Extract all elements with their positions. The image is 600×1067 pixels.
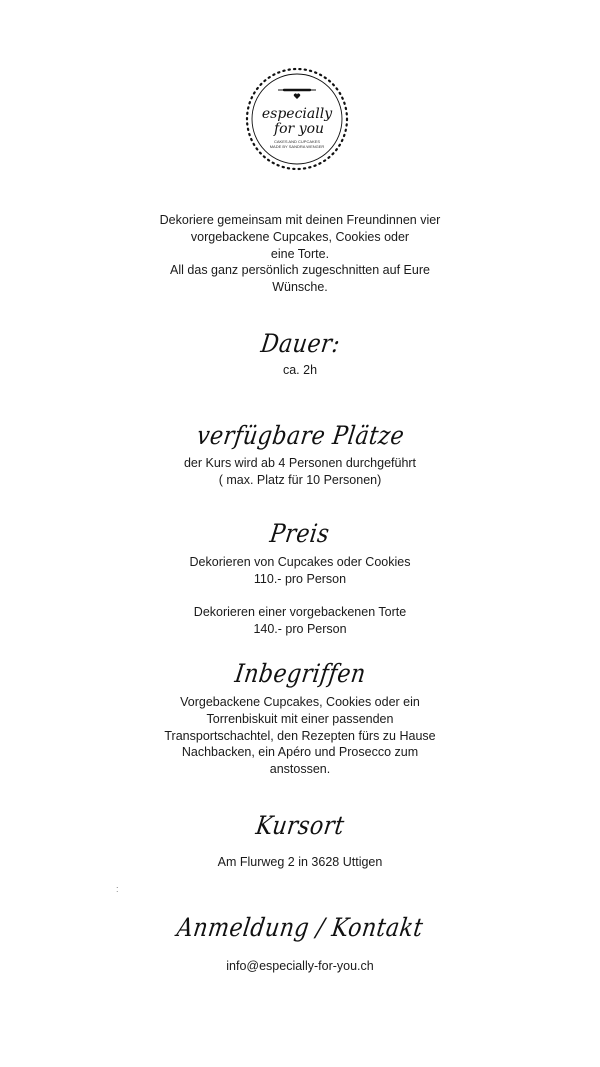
duration-value: ca. 2h — [282, 363, 318, 377]
brand-logo — [244, 66, 350, 172]
logo-wordmark-2: for you — [273, 121, 325, 137]
section-dauer-heading-wrap — [0, 332, 600, 358]
section-preis-body-2 — [0, 604, 600, 638]
price-line: 140.- pro Person — [253, 621, 347, 636]
section-kontakt-body — [0, 958, 600, 975]
inbegriffen-line: Transportschachtel, den Rezepten fürs zu Hause — [164, 728, 436, 743]
logo-tagline-2: MADE BY SANDRA WENGER — [269, 144, 325, 149]
section-preis-heading: Preis — [268, 520, 332, 549]
intro-text — [0, 212, 600, 296]
section-plaetze-heading-wrap — [0, 424, 600, 450]
section-kursort-heading: Kursort — [254, 812, 347, 841]
address: Am Flurweg 2 in 3628 Uttigen — [217, 855, 383, 869]
intro-line: Dekoriere gemeinsam mit deinen Freundinnen vier — [159, 213, 441, 227]
inbegriffen-line: Torrenbiskuit mit einer passenden — [206, 711, 394, 726]
intro-line: Wünsche. — [272, 280, 328, 295]
intro-line: eine Torte. — [270, 246, 330, 261]
section-dauer-body — [0, 362, 600, 379]
price-line: 110.- pro Person — [253, 571, 347, 586]
section-plaetze-heading: verfügbare Plätze — [194, 422, 406, 451]
logo-wordmark-1: especially — [261, 106, 333, 122]
inbegriffen-line: anstossen. — [269, 762, 331, 777]
section-dauer-heading: Dauer: — [258, 330, 342, 359]
price-line: Dekorieren von Cupcakes oder Cookies — [189, 555, 411, 569]
section-plaetze-body — [0, 455, 600, 489]
intro-line: All das ganz persönlich zugeschnitten auf Eure — [170, 263, 430, 278]
section-kursort-body — [0, 854, 600, 871]
inbegriffen-line: Vorgebackene Cupcakes, Cookies oder ein — [180, 695, 420, 709]
section-preis-heading-wrap — [0, 522, 600, 548]
plaetze-line: der Kurs wird ab 4 Personen durchgeführt — [183, 456, 417, 470]
plaetze-line: ( max. Platz für 10 Personen) — [218, 472, 382, 487]
section-kontakt-heading-wrap — [0, 916, 600, 942]
section-inbegriffen-heading-wrap — [0, 662, 600, 688]
stray-mark: : — [116, 884, 119, 894]
intro-line: vorgebackene Cupcakes, Cookies oder — [190, 229, 410, 244]
price-line: Dekorieren einer vorgebackenen Torte — [193, 605, 407, 619]
section-preis-body — [0, 554, 600, 588]
logo-tagline-1: CAKES AND CUPCAKES — [273, 139, 321, 144]
section-inbegriffen-heading: Inbegriffen — [232, 660, 368, 689]
contact-email: info@especially-for-you.ch — [226, 959, 374, 973]
section-kursort-heading-wrap — [0, 814, 600, 840]
section-kontakt-heading: Anmeldung / Kontakt — [175, 914, 425, 943]
heart-icon — [294, 94, 300, 100]
inbegriffen-line: Nachbacken, ein Apéro und Prosecco zum — [181, 745, 419, 760]
section-inbegriffen-body — [0, 694, 600, 778]
